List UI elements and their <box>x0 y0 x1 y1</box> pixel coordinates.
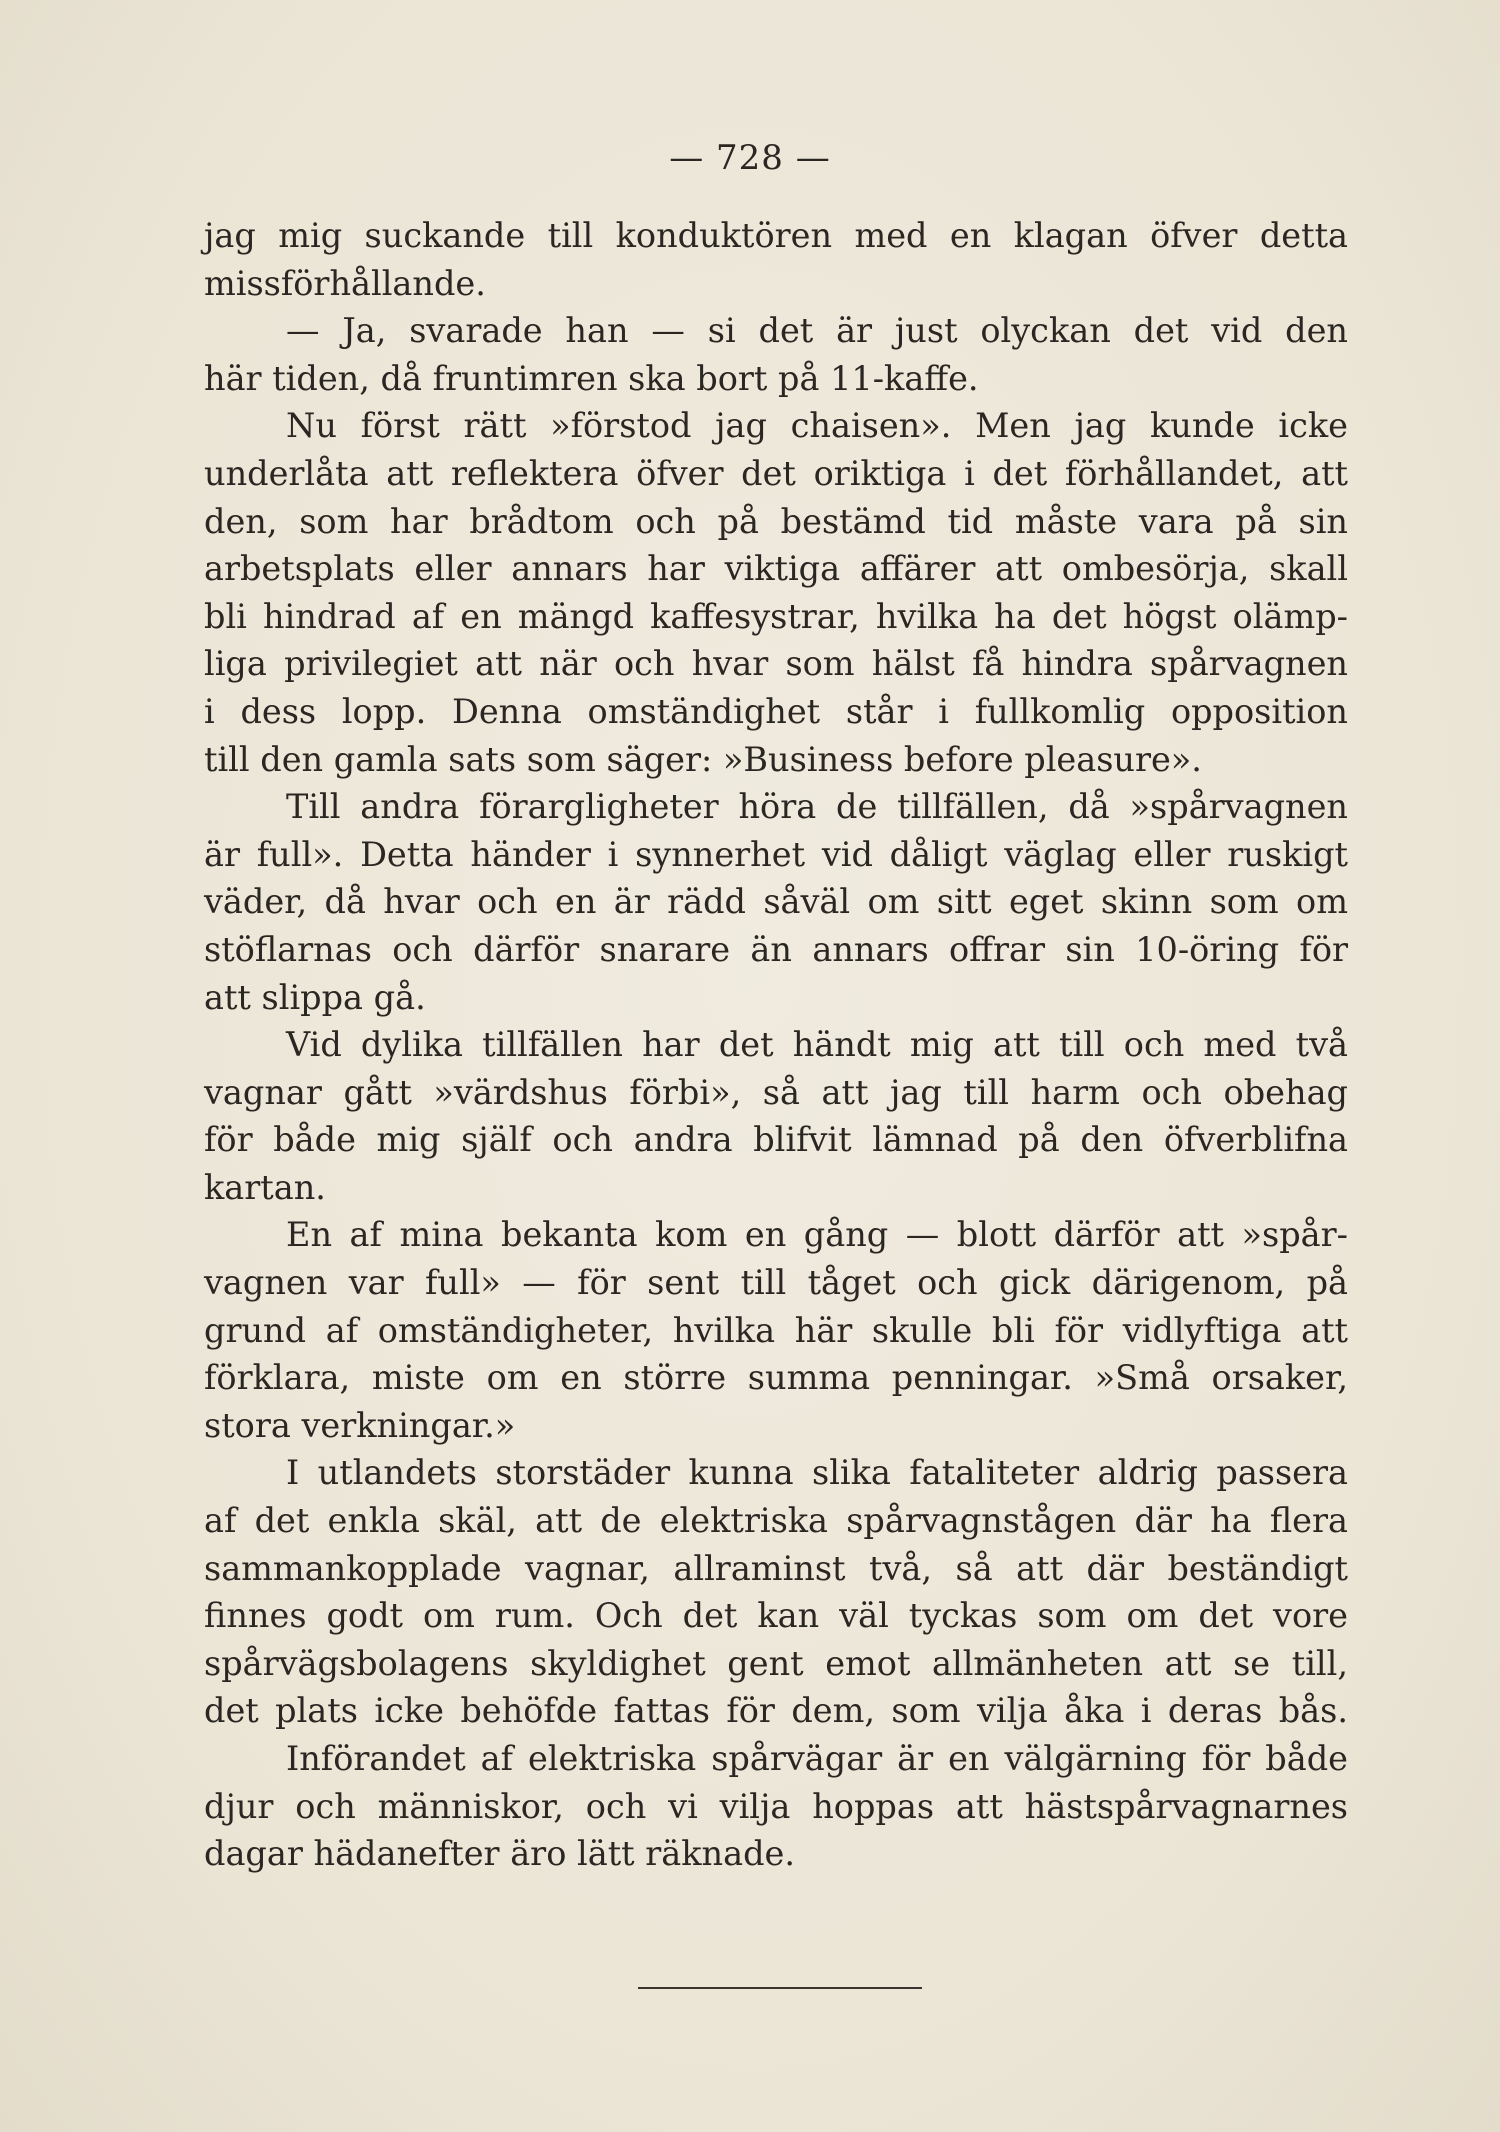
text-line: vagnar gått »värdshus förbi», så att jag till harm och obehag <box>204 1072 1348 1112</box>
text-line: djur och människor, och vi vilja hoppas att hästspårvagnarnes <box>204 1786 1348 1826</box>
text-line: jag mig suckande till konduktören med en klagan öfver detta <box>204 216 1348 255</box>
text-line: finnes godt om rum. Och det kan väl tyckas som om det vore <box>204 1596 1348 1636</box>
text-line: stöflarnas och därför snarare än annars offrar sin 10-öring för <box>204 929 1348 969</box>
page-number: — 728 — <box>669 138 831 178</box>
text-line: af det enkla skäl, att de elektriska spårvagnstågen där ha flera <box>204 1501 1348 1541</box>
text-line: Till andra förargligheter höra de tillfällen, då »spårvagnen <box>286 787 1348 827</box>
text-line: förklara, miste om en större summa penningar. »Små orsaker, <box>204 1358 1348 1398</box>
text-line: missförhållande. <box>204 263 486 303</box>
text-line: kartan. <box>204 1167 326 1207</box>
text-line: En af mina bekanta kom en gång — blott därför att »spår- <box>286 1215 1348 1255</box>
text-line: att slippa gå. <box>204 977 426 1017</box>
text-line: Vid dylika tillfällen har det händt mig att till och med två <box>286 1025 1348 1065</box>
body-text <box>204 212 1348 1878</box>
text-line: — Ja, svarade han — si det är just olyckan det vid den <box>286 311 1348 351</box>
text-line: Införandet af elektriska spårvägar är en välgärning för både <box>286 1739 1348 1778</box>
text-line: Nu först rätt »förstod jag chaisen». Men jag kunde icke <box>286 406 1348 446</box>
text-line: det plats icke behöfde fattas för dem, som vilja åka i deras bås. <box>204 1691 1348 1731</box>
text-line: grund af omständigheter, hvilka här skulle bli för vidlyftiga att <box>204 1310 1348 1350</box>
text-line: I utlandets storstäder kunna slika fataliteter aldrig passera <box>286 1453 1348 1493</box>
text-line: spårvägsbolagens skyldighet gent emot allmänheten att se till, <box>204 1643 1348 1683</box>
text-line: bli hindrad af en mängd kaffesystrar, hvilka ha det högst olämp- <box>204 596 1348 636</box>
text-line: i dess lopp. Denna omständighet står i fullkomlig opposition <box>204 691 1348 731</box>
text-line: för både mig själf och andra blifvit lämnad på den öfverblifna <box>204 1120 1348 1160</box>
text-line: väder, då hvar och en är rädd såväl om sitt eget skinn som om <box>204 882 1348 922</box>
text-line: den, som har brådtom och på bestämd tid måste vara på sin <box>204 501 1348 541</box>
text-line: här tiden, då fruntimren ska bort på 11-kaffe. <box>204 358 979 398</box>
text-line: till den gamla sats som säger: »Business before pleasure». <box>204 739 1202 779</box>
end-rule <box>638 1987 922 1989</box>
text-line: sammankopplade vagnar, allraminst två, så att där beständigt <box>204 1548 1348 1588</box>
text-line: vagnen var full» — för sent till tåget och gick därigenom, på <box>204 1263 1348 1303</box>
text-line: underlåta att reflektera öfver det oriktiga i det förhållandet, att <box>204 453 1348 493</box>
text-line: dagar hädanefter äro lätt räknade. <box>204 1834 796 1874</box>
text-line: är full». Detta händer i synnerhet vid dåligt väglag eller ruskigt <box>204 834 1348 874</box>
text-line: liga privilegiet att när och hvar som hälst få hindra spårvagnen <box>204 644 1348 684</box>
text-line: arbetsplats eller annars har viktiga affärer att ombesörja, skall <box>204 549 1348 589</box>
text-line: stora verkningar.» <box>204 1405 516 1445</box>
